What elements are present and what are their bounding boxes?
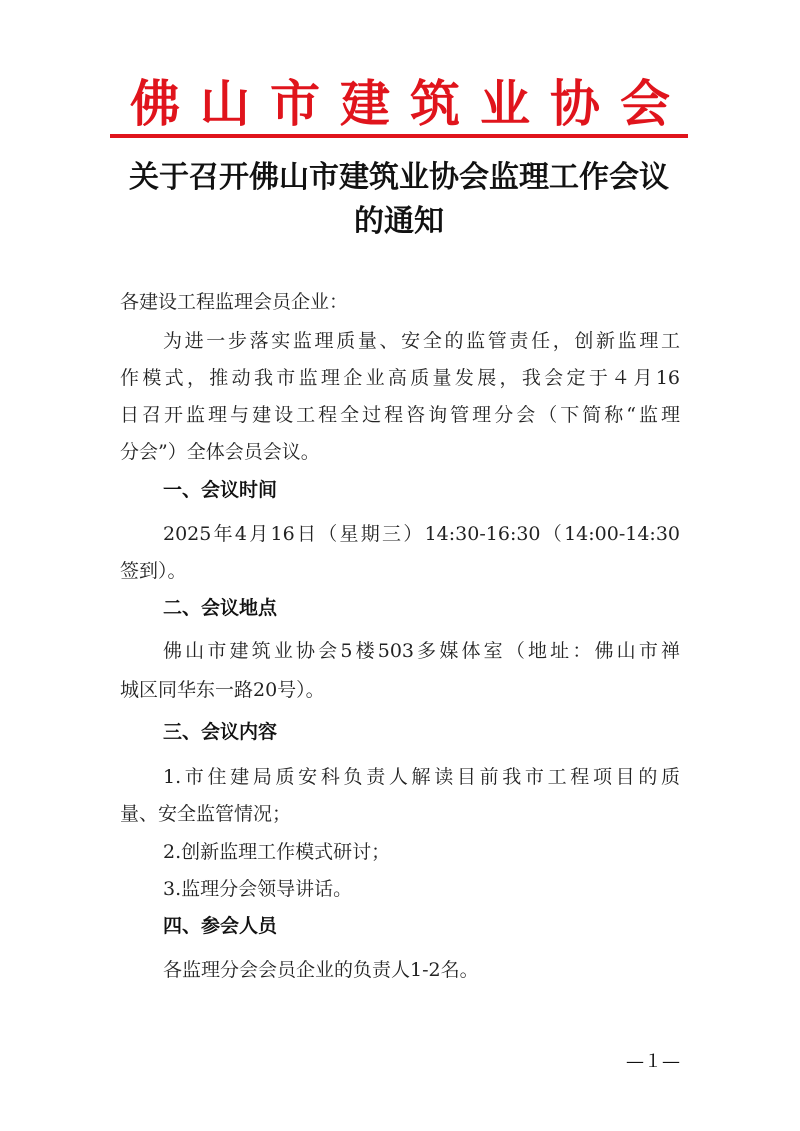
red-divider-line bbox=[110, 134, 688, 138]
organization-header: 佛山市建筑业协会 bbox=[130, 75, 690, 133]
intro-paragraph-line-4: 分会”）全体会员会议。 bbox=[120, 441, 320, 463]
meeting-content-line-1: 1.市住建局质安科负责人解读目前我市工程项目的质 bbox=[163, 766, 680, 788]
meeting-time-line-2: 签到）。 bbox=[120, 560, 187, 582]
salutation: 各建设工程监理会员企业： bbox=[120, 291, 349, 313]
intro-paragraph-line-2: 作模式，推动我市监理企业高质量发展，我会定于４月16 bbox=[120, 367, 680, 389]
meeting-content-line-3: 2.创新监理工作模式研讨； bbox=[163, 841, 391, 863]
meeting-location-line-2: 城区同华东一路20号）。 bbox=[120, 679, 325, 701]
section-heading-attendees: 四、参会人员 bbox=[163, 915, 278, 937]
section-heading-meeting-time: 一、会议时间 bbox=[163, 479, 278, 501]
section-heading-meeting-location: 二、会议地点 bbox=[163, 597, 278, 619]
document-title bbox=[110, 156, 688, 244]
section-heading-meeting-content: 三、会议内容 bbox=[163, 721, 278, 743]
meeting-content-line-2: 量、安全监管情况； bbox=[120, 803, 292, 825]
meeting-content-line-4: 3.监理分会领导讲话。 bbox=[163, 878, 353, 900]
attendees-line-1: 各监理分会会员企业的负责人1-2名。 bbox=[163, 959, 479, 981]
title-line-2: 的通知 bbox=[354, 204, 444, 239]
meeting-location-line-1: 佛山市建筑业协会5楼503多媒体室（地址：佛山市禅 bbox=[163, 640, 680, 662]
meeting-time-line-1: 2025年4月16日（星期三）14:30-16:30（14:00-14:30 bbox=[163, 523, 680, 545]
page-number: —１— bbox=[626, 1051, 680, 1072]
intro-paragraph-line-3: 日召开监理与建设工程全过程咨询管理分会（下简称“监理 bbox=[120, 404, 680, 426]
title-line-1: 关于召开佛山市建筑业协会监理工作会议 bbox=[129, 160, 669, 195]
intro-paragraph-line-1: 为进一步落实监理质量、安全的监管责任，创新监理工 bbox=[163, 330, 680, 352]
